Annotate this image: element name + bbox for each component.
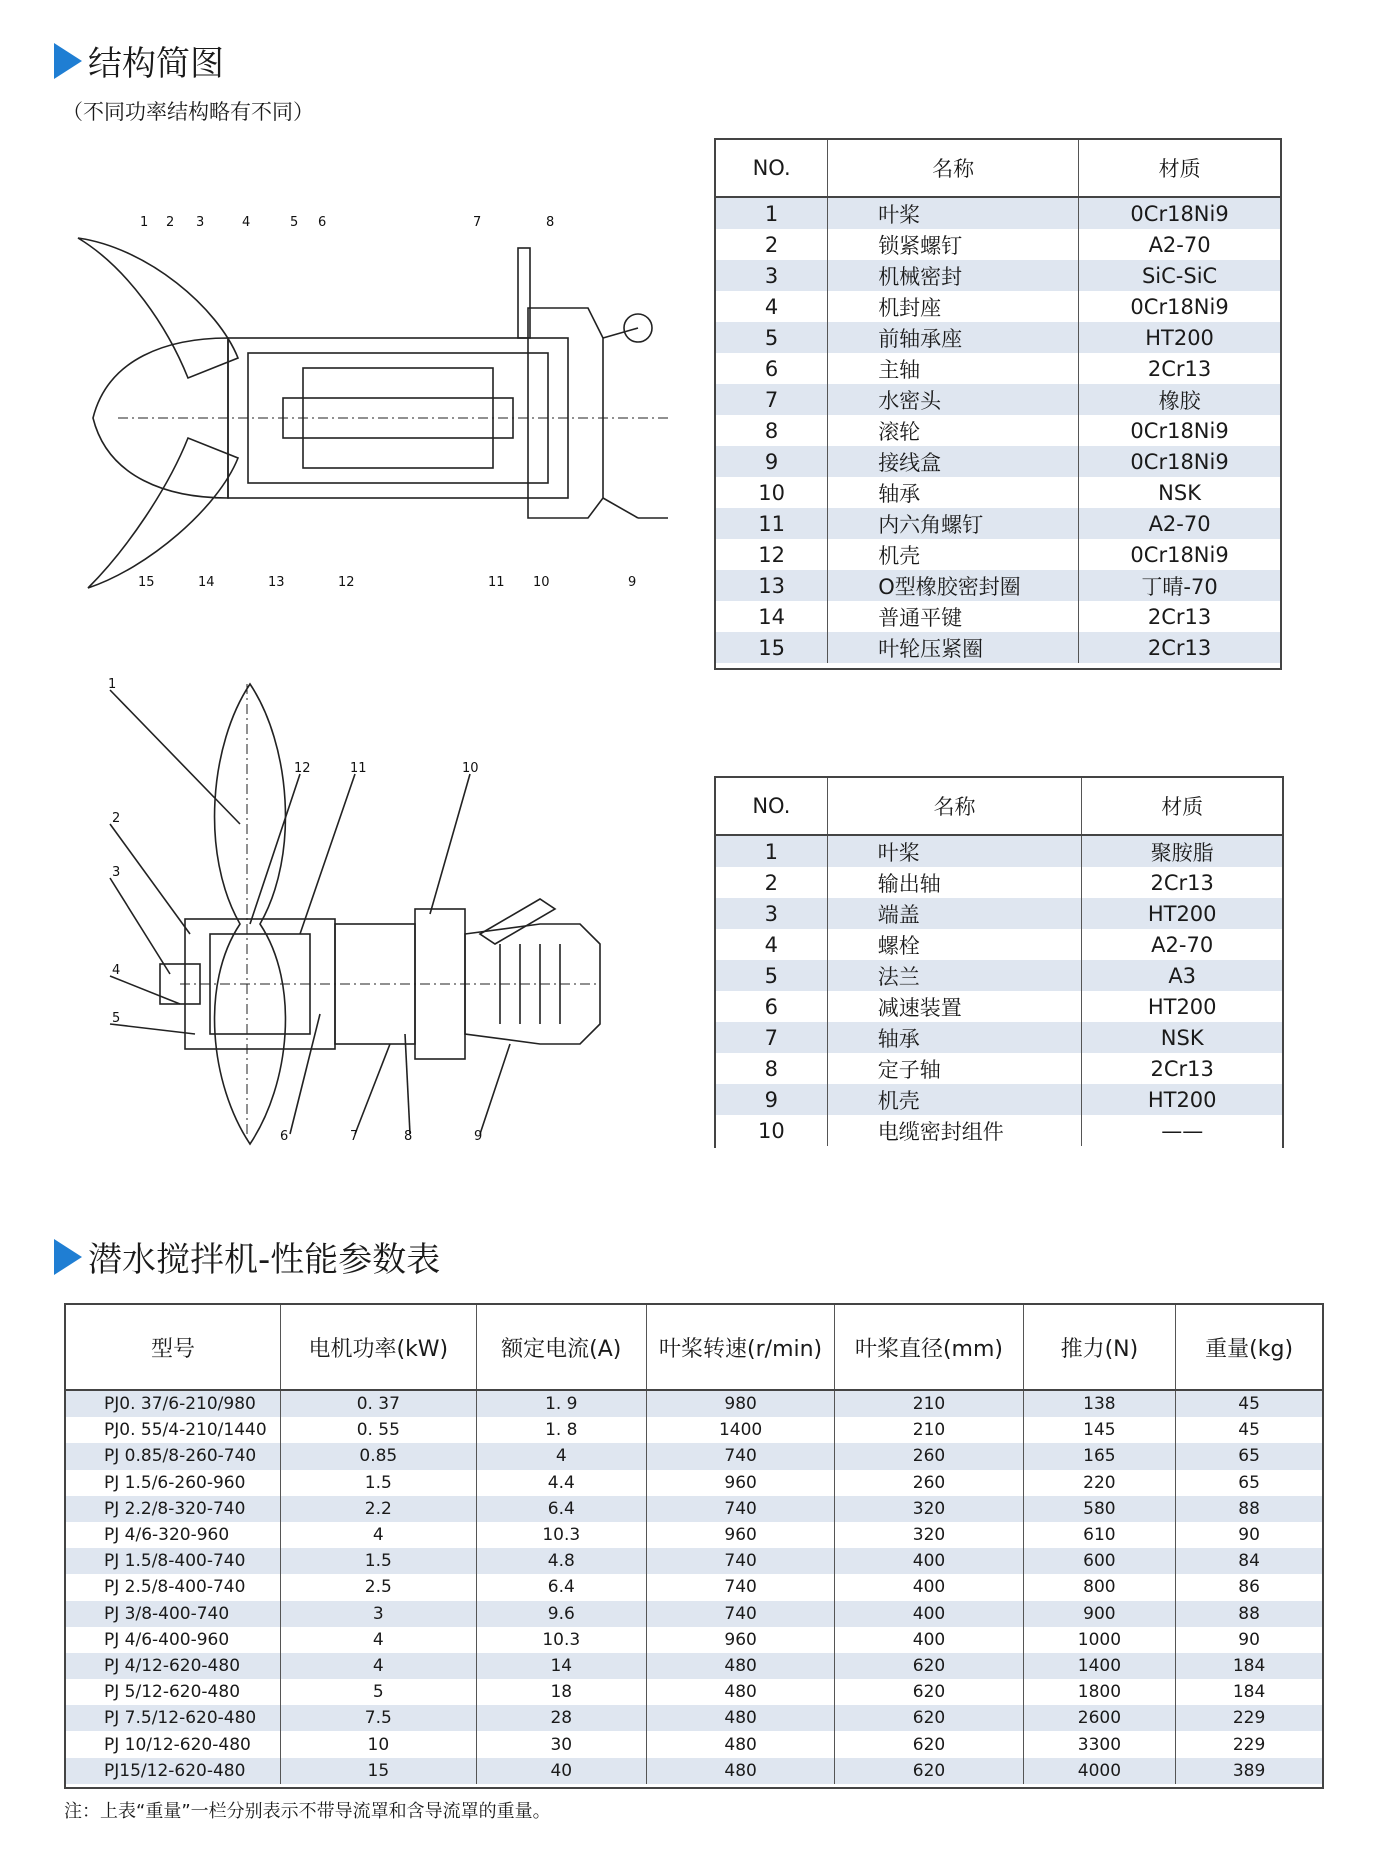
table-cell: PJ 1.5/8-400-740: [66, 1548, 280, 1574]
table-cell: 145: [1023, 1417, 1176, 1443]
parts-table-1: [716, 140, 1280, 663]
table-cell: 480: [646, 1731, 835, 1757]
table-cell: PJ 2.5/8-400-740: [104, 1577, 246, 1598]
section-title-text: 结构简图: [88, 44, 224, 84]
table-cell: 184: [1176, 1679, 1322, 1705]
table-cell: 4.8: [476, 1548, 646, 1574]
section-subtitle: （不同功率结构略有不同）: [62, 100, 314, 124]
table-cell: 0Cr18Ni9: [1079, 291, 1280, 322]
table-cell: 3: [716, 898, 827, 929]
table-cell: 9: [716, 1084, 827, 1115]
table-cell: 260: [835, 1470, 1023, 1496]
table-cell: 0Cr18Ni9: [1079, 415, 1280, 446]
table-cell: PJ 4/6-400-960: [104, 1629, 230, 1650]
parts-table-2-body: [716, 835, 1282, 1146]
table-cell: 400: [835, 1627, 1023, 1653]
table-cell: 229: [1176, 1705, 1322, 1731]
table-cell: 620: [835, 1679, 1023, 1705]
table-cell: 90: [1176, 1522, 1322, 1548]
table-cell: 1: [716, 835, 827, 867]
table-cell: 4: [476, 1443, 646, 1469]
section-title-performance: [54, 1232, 440, 1281]
callout-label: 1: [108, 677, 117, 692]
structure-diagram-2: [100, 677, 620, 1144]
table-cell: 机壳: [827, 1084, 1082, 1115]
table-row: [716, 601, 1280, 632]
table-cell: 45: [1176, 1390, 1322, 1417]
table-cell: PJ 7.5/12-620-480: [66, 1705, 280, 1731]
col-header-power: 电机功率(kW): [280, 1305, 476, 1390]
table-cell: 740: [646, 1496, 835, 1522]
table-cell: 丁晴-70: [1079, 570, 1280, 601]
table-cell: 2.2: [280, 1496, 476, 1522]
table-cell: 229: [1176, 1731, 1322, 1757]
table-cell: 2Cr13: [1082, 1053, 1282, 1084]
callout-label: 4: [242, 215, 251, 230]
table-cell: 10.3: [476, 1522, 646, 1548]
table-cell: 0Cr18Ni9: [1079, 446, 1280, 477]
table-cell: 7: [716, 384, 828, 415]
performance-table: [66, 1305, 1322, 1784]
table-cell: A2-70: [1079, 508, 1280, 539]
table-row: [716, 960, 1282, 991]
parts-table-1-body: [716, 197, 1280, 663]
table-cell: 800: [1023, 1574, 1176, 1600]
table-cell: 13: [716, 570, 828, 601]
table-cell: 螺栓: [827, 929, 1082, 960]
table-cell: 1. 9: [476, 1390, 646, 1417]
table-cell: 620: [835, 1758, 1023, 1784]
table-row: [716, 570, 1280, 601]
table-cell: 65: [1176, 1470, 1322, 1496]
table-cell: PJ0. 37/6-210/980: [66, 1390, 280, 1417]
table-cell: 88: [1176, 1601, 1322, 1627]
table-cell: 2Cr13: [1079, 601, 1280, 632]
callout-label: 15: [138, 575, 155, 590]
table-cell: 2: [764, 232, 779, 257]
table-cell: 2Cr13: [1082, 867, 1282, 898]
table-row: [716, 929, 1282, 960]
callout-label: 11: [350, 761, 367, 776]
table-cell: 电缆密封组件: [827, 1115, 1082, 1146]
table-cell: 620: [835, 1653, 1023, 1679]
table-cell: 法兰: [827, 960, 1082, 991]
table-cell: 3300: [1023, 1731, 1176, 1757]
callout-label: 9: [628, 575, 637, 590]
table-cell: 2Cr13: [1079, 353, 1280, 384]
col-header-no: NO.: [716, 140, 828, 197]
table-row: [66, 1705, 1322, 1731]
table-cell: PJ 1.5/6-260-960: [104, 1472, 246, 1493]
table-cell: 210: [835, 1417, 1023, 1443]
table-cell: 内六角螺钉: [828, 508, 1079, 539]
structure-diagram-2-drawing: [100, 677, 620, 1144]
table-cell: 1: [716, 197, 828, 229]
table-header-row: [716, 140, 1280, 197]
table-cell: PJ 2.2/8-320-740: [66, 1496, 280, 1522]
table-cell: A2-70: [1082, 929, 1282, 960]
table-cell: 10.3: [476, 1627, 646, 1653]
table-cell: 18: [476, 1679, 646, 1705]
table-cell: 2: [764, 870, 779, 895]
table-cell: 前轴承座: [828, 322, 1079, 353]
table-row: [716, 229, 1280, 260]
table-cell: 0Cr18Ni9: [1079, 197, 1280, 229]
table-row: [716, 632, 1280, 663]
callout-label: 7: [350, 1129, 359, 1144]
table-cell: 端盖: [827, 898, 1082, 929]
table-cell: 740: [646, 1548, 835, 1574]
table-cell: 普通平键: [828, 601, 1079, 632]
table-cell: O型橡胶密封圈: [828, 570, 1079, 601]
table-cell: 滚轮: [828, 415, 1079, 446]
table-cell: 14: [476, 1653, 646, 1679]
table-cell: 聚胺脂: [1082, 835, 1282, 867]
table-row: [716, 1084, 1282, 1115]
callout-label: 2: [166, 215, 175, 230]
table-cell: 10: [280, 1731, 476, 1757]
col-header-no: NO.: [716, 778, 827, 835]
table-cell: 4: [280, 1522, 476, 1548]
table-cell: 锁紧螺钉: [828, 229, 1079, 260]
table-cell: 480: [646, 1705, 835, 1731]
table-cell: 90: [1176, 1627, 1322, 1653]
table-cell: 740: [646, 1601, 835, 1627]
callout-label: 3: [112, 865, 121, 880]
table-cell: 4: [280, 1653, 476, 1679]
table-cell: 10: [757, 1118, 785, 1143]
table-cell: 机封座: [828, 291, 1079, 322]
table-cell: PJ 5/12-620-480: [104, 1682, 241, 1703]
table-cell: 定子轴: [827, 1053, 1082, 1084]
table-cell: PJ 4/6-320-960: [104, 1525, 230, 1546]
table-cell: 1.5: [280, 1470, 476, 1496]
table-row: [716, 322, 1280, 353]
table-row: [716, 1053, 1282, 1084]
table-cell: 980: [646, 1390, 835, 1417]
table-cell: 7.5: [280, 1705, 476, 1731]
table-cell: NSK: [1082, 1022, 1282, 1053]
table-cell: 1400: [646, 1417, 835, 1443]
callout-label: 14: [198, 575, 215, 590]
triangle-bullet-icon: [54, 1239, 82, 1275]
table-cell: HT200: [1082, 991, 1282, 1022]
table-cell: NSK: [1079, 477, 1280, 508]
table-cell: 960: [646, 1627, 835, 1653]
table-cell: 叶桨: [828, 197, 1079, 229]
col-header-speed: 叶桨转速(r/min): [646, 1305, 835, 1390]
table-row: [66, 1417, 1322, 1443]
table-cell: 主轴: [828, 353, 1079, 384]
table-cell: PJ 4/12-620-480: [66, 1653, 280, 1679]
table-row: [66, 1548, 1322, 1574]
table-cell: 0. 55: [280, 1417, 476, 1443]
table-cell: 320: [835, 1496, 1023, 1522]
table-cell: 5: [716, 322, 828, 353]
table-row: [716, 835, 1282, 867]
table-row: [716, 197, 1280, 229]
table-cell: 960: [646, 1470, 835, 1496]
callout-label: 10: [533, 575, 550, 590]
col-header-material: 材质: [1082, 778, 1282, 835]
table-cell: SiC-SiC: [1079, 260, 1280, 291]
table-cell: 10: [758, 480, 785, 505]
table-cell: PJ0. 55/4-210/1440: [104, 1420, 267, 1441]
table-cell: 5: [280, 1679, 476, 1705]
table-cell: 橡胶: [1079, 384, 1280, 415]
table-cell: 30: [476, 1731, 646, 1757]
table-cell: 400: [835, 1601, 1023, 1627]
table-row: [66, 1653, 1322, 1679]
table-row: [716, 415, 1280, 446]
parts-table-2: [716, 778, 1282, 1146]
table-cell: HT200: [1079, 322, 1280, 353]
table-cell: 2.5: [280, 1574, 476, 1600]
table-cell: 84: [1176, 1548, 1322, 1574]
table-cell: 1.5: [280, 1548, 476, 1574]
table-cell: 轴承: [828, 477, 1079, 508]
col-header-name: 名称: [828, 140, 1079, 197]
structure-diagram-1: [78, 215, 668, 598]
table-row: [66, 1627, 1322, 1653]
callout-label: 6: [280, 1129, 289, 1144]
table-row: [716, 1115, 1282, 1146]
table-cell: 28: [476, 1705, 646, 1731]
table-cell: 8: [764, 1056, 779, 1081]
table-cell: 580: [1023, 1496, 1176, 1522]
table-cell: 1. 8: [476, 1417, 646, 1443]
callout-label: 12: [294, 761, 311, 776]
table-row: [66, 1522, 1322, 1548]
table-cell: 机械密封: [828, 260, 1079, 291]
table-cell: 0.85: [280, 1443, 476, 1469]
performance-table-body: [66, 1390, 1322, 1784]
triangle-bullet-icon: [54, 43, 82, 79]
callout-label: 3: [196, 215, 205, 230]
table-cell: HT200: [1082, 1084, 1282, 1115]
table-cell: 480: [646, 1679, 835, 1705]
callout-label: 13: [268, 575, 285, 590]
callout-label: 9: [474, 1129, 483, 1144]
table-cell: 3: [280, 1601, 476, 1627]
table-row: [716, 260, 1280, 291]
table-cell: 5: [716, 960, 827, 991]
table-cell: 11: [716, 508, 828, 539]
col-header-current: 额定电流(A): [476, 1305, 646, 1390]
table-row: [66, 1390, 1322, 1417]
callout-label: 12: [338, 575, 355, 590]
table-cell: 2Cr13: [1079, 632, 1280, 663]
table-cell: 4.4: [476, 1470, 646, 1496]
table-cell: 4000: [1023, 1758, 1176, 1784]
callout-label: 1: [140, 215, 149, 230]
table-cell: 接线盒: [828, 446, 1079, 477]
table-header-row: [66, 1305, 1322, 1390]
table-cell: 610: [1023, 1522, 1176, 1548]
table-cell: 88: [1176, 1496, 1322, 1522]
table-cell: 14: [758, 604, 785, 629]
col-header-thrust: 推力(N): [1023, 1305, 1176, 1390]
callout-label: 5: [290, 215, 299, 230]
table-cell: 6: [764, 356, 779, 381]
table-cell: 0Cr18Ni9: [1079, 539, 1280, 570]
table-cell: PJ15/12-620-480: [66, 1758, 280, 1784]
table-cell: PJ 10/12-620-480: [104, 1734, 251, 1755]
table-cell: 4: [764, 294, 779, 319]
section-title-structure: [54, 36, 224, 85]
callout-label: 10: [462, 761, 479, 776]
col-header-material: 材质: [1079, 140, 1280, 197]
callout-label: 6: [318, 215, 327, 230]
table-row: [66, 1758, 1322, 1784]
table-cell: 960: [646, 1522, 835, 1548]
section-title-text: 潜水搅拌机-性能参数表: [88, 1240, 441, 1280]
table-cell: 9: [716, 446, 828, 477]
table-row: [66, 1731, 1322, 1757]
table-cell: 15: [280, 1758, 476, 1784]
table-cell: 轴承: [827, 1022, 1082, 1053]
callout-label: 2: [112, 811, 121, 826]
table-row: [66, 1496, 1322, 1522]
table-cell: 0. 37: [280, 1390, 476, 1417]
table-row: [66, 1601, 1322, 1627]
table-cell: 输出轴: [827, 867, 1082, 898]
table-cell: HT200: [1082, 898, 1282, 929]
table-cell: 740: [646, 1443, 835, 1469]
table-cell: 620: [835, 1705, 1023, 1731]
table-header-row: [716, 778, 1282, 835]
table-cell: 1400: [1023, 1653, 1176, 1679]
table-row: [716, 1022, 1282, 1053]
table-cell: 1000: [1023, 1627, 1176, 1653]
footnote: 注：上表“重量”一栏分别表示不带导流罩和含导流罩的重量。: [64, 1801, 551, 1822]
table-cell: 900: [1023, 1601, 1176, 1627]
col-header-diameter: 叶桨直径(mm): [835, 1305, 1023, 1390]
table-cell: PJ 0.85/8-260-740: [66, 1443, 280, 1469]
callout-label: 7: [473, 215, 482, 230]
table-row: [716, 384, 1280, 415]
table-row: [716, 353, 1280, 384]
table-cell: 210: [835, 1390, 1023, 1417]
callout-label: 8: [404, 1129, 413, 1144]
table-cell: 184: [1176, 1653, 1322, 1679]
table-cell: A2-70: [1079, 229, 1280, 260]
table-cell: 15: [716, 632, 828, 663]
table-cell: 40: [476, 1758, 646, 1784]
table-cell: 6: [764, 994, 779, 1019]
table-cell: 165: [1023, 1443, 1176, 1469]
table-cell: PJ 3/8-400-740: [66, 1601, 280, 1627]
table-cell: 4: [280, 1627, 476, 1653]
table-cell: 2600: [1023, 1705, 1176, 1731]
table-cell: 机壳: [828, 539, 1079, 570]
table-cell: ——: [1082, 1115, 1282, 1146]
table-row: [716, 867, 1282, 898]
table-row: [716, 291, 1280, 322]
table-cell: 叶轮压紧圈: [828, 632, 1079, 663]
table-cell: 480: [646, 1758, 835, 1784]
table-cell: 6.4: [476, 1496, 646, 1522]
callout-label: 8: [546, 215, 555, 230]
table-cell: 4: [764, 932, 779, 957]
table-cell: 620: [835, 1731, 1023, 1757]
table-cell: 320: [835, 1522, 1023, 1548]
col-header-weight: 重量(kg): [1176, 1305, 1322, 1390]
table-cell: 水密头: [828, 384, 1079, 415]
table-cell: 1800: [1023, 1679, 1176, 1705]
table-cell: 8: [764, 418, 779, 443]
table-cell: 12: [758, 542, 785, 567]
table-cell: 叶桨: [827, 835, 1082, 867]
callout-label: 5: [112, 1011, 121, 1026]
table-cell: 400: [835, 1574, 1023, 1600]
table-cell: 220: [1023, 1470, 1176, 1496]
table-cell: 减速装置: [827, 991, 1082, 1022]
table-row: [716, 539, 1280, 570]
callout-label: 4: [112, 963, 121, 978]
table-row: [66, 1470, 1322, 1496]
table-row: [66, 1679, 1322, 1705]
table-cell: 138: [1023, 1390, 1176, 1417]
col-header-name: 名称: [827, 778, 1082, 835]
table-cell: 6.4: [476, 1574, 646, 1600]
table-cell: 3: [716, 260, 828, 291]
table-row: [66, 1443, 1322, 1469]
table-row: [716, 898, 1282, 929]
table-row: [716, 446, 1280, 477]
table-cell: A3: [1082, 960, 1282, 991]
table-row: [716, 477, 1280, 508]
table-row: [716, 508, 1280, 539]
table-cell: 600: [1023, 1548, 1176, 1574]
table-cell: 260: [835, 1443, 1023, 1469]
table-row: [66, 1574, 1322, 1600]
structure-diagram-1-drawing: [78, 215, 668, 598]
table-cell: 740: [646, 1574, 835, 1600]
callout-label: 11: [488, 575, 505, 590]
table-row: [716, 991, 1282, 1022]
table-cell: 86: [1176, 1574, 1322, 1600]
col-header-model: 型号: [66, 1305, 280, 1390]
table-cell: 400: [835, 1548, 1023, 1574]
table-cell: 9.6: [476, 1601, 646, 1627]
table-cell: 65: [1176, 1443, 1322, 1469]
table-cell: 7: [716, 1022, 827, 1053]
table-cell: 45: [1176, 1417, 1322, 1443]
table-cell: 389: [1176, 1758, 1322, 1784]
table-cell: 480: [646, 1653, 835, 1679]
